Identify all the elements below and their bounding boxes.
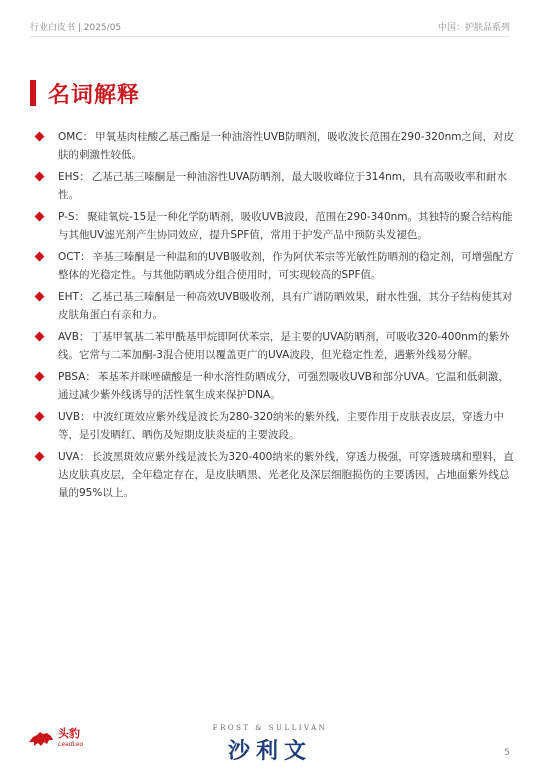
- page-number: 5: [504, 748, 510, 758]
- glossary-item-uvb: [36, 408, 516, 444]
- logo-name-cn: 头豹: [58, 727, 80, 740]
- term-key: PBSA：: [58, 371, 96, 383]
- partner-name-en: FROST & SULLIVAN: [212, 724, 328, 732]
- title-accent-bar: [30, 80, 36, 106]
- glossary-item-ehs: [36, 168, 516, 204]
- diamond-bullet-icon: [35, 132, 45, 142]
- diamond-bullet-icon: [35, 212, 45, 222]
- partner-name-cn: 沙利文: [227, 739, 312, 764]
- term-key: UVB：: [58, 411, 91, 423]
- header-right: 中国：护肤品系列: [437, 23, 510, 33]
- term-key: EHS：: [58, 171, 90, 183]
- term-text: 丁基甲氧基二苯甲酰基甲烷即阿伏苯宗，是主要的UVA防晒剂，可吸收320-400nm的紫外线。它常与二苯加酮-3混合使用以覆盖更广的UVA波段，但光稳定性差，遇紫外线易分解。: [58, 331, 510, 361]
- header-divider: [30, 36, 510, 37]
- term-text: 甲氧基肉桂酸乙基己酯是一种油溶性UVB防晒剂，吸收波长范围在290-320nm之间，对皮肤的刺激性较低。: [58, 131, 514, 161]
- diamond-bullet-icon: [35, 372, 45, 382]
- term-key: AVB：: [58, 331, 90, 343]
- glossary-item-pbsa: [36, 368, 516, 404]
- glossary-item-uva: [36, 448, 516, 502]
- glossary-list: [36, 128, 516, 506]
- page-title: 名词解释: [48, 82, 141, 108]
- term-text: 乙基己基三嗪酮是一种油溶性UVA防晒剂，最大吸收峰位于314nm，具有高吸收率和耐水性。: [58, 171, 508, 201]
- diamond-bullet-icon: [35, 172, 45, 182]
- term-text: 乙基己基三嗪酮是一种高效UVB吸收剂，具有广谱防晒效果，耐水性强，其分子结构使其对皮肤角蛋白有亲和力。: [58, 291, 513, 321]
- glossary-item-omc: [36, 128, 516, 164]
- glossary-item-oct: [36, 248, 516, 284]
- term-key: UVA：: [58, 451, 90, 463]
- diamond-bullet-icon: [35, 452, 45, 462]
- diamond-bullet-icon: [35, 332, 45, 342]
- partner-logo: [0, 724, 540, 765]
- logo-name-en: LeadLeo: [58, 741, 84, 748]
- diamond-bullet-icon: [35, 292, 45, 302]
- glossary-item-ps: [36, 208, 516, 244]
- term-key: OMC：: [58, 131, 94, 143]
- diamond-bullet-icon: [35, 412, 45, 422]
- glossary-item-eht: [36, 288, 516, 324]
- term-text: 中波红斑效应紫外线是波长为280-320纳米的紫外线，主要作用于皮肤表皮层，穿透力中等，是引发晒红、晒伤及短期皮肤炎症的主要波段。: [58, 411, 504, 441]
- term-text: 聚硅氧烷-15是一种化学防晒剂，吸收UVB波段，范围在290-340nm。其独特的聚合结构能与其他UV滤光剂产生协同效应，提升SPF值，常用于护发产品中预防头发褪色。: [58, 211, 513, 241]
- header-left: 行业白皮书 | 2025/05: [30, 23, 122, 33]
- term-key: OCT：: [58, 251, 91, 263]
- term-text: 苯基苯并咪唑磺酸是一种水溶性防晒成分，可强烈吸收UVB和部分UVA。它温和低刺激，通过减少紫外线诱导的活性氧生成来保护DNA。: [58, 371, 509, 401]
- term-key: EHT：: [58, 291, 90, 303]
- diamond-bullet-icon: [35, 252, 45, 262]
- section-title-block: [30, 78, 140, 108]
- term-text: 辛基三嗪酮是一种温和的UVB吸收剂，作为阿伏苯宗等光敏性防晒剂的稳定剂，可增强配方整体的光稳定性。与其他防晒成分组合使用时，可实现较高的SPF值。: [58, 251, 514, 281]
- term-text: 长波黑斑效应紫外线是波长为320-400纳米的紫外线，穿透力极强，可穿透玻璃和塑料，直达皮肤真皮层，全年稳定存在，是皮肤晒黑、光老化及深层细胞损伤的主要诱因，占地面紫外线总量的95%以上。: [58, 451, 514, 499]
- term-key: P-S：: [58, 211, 86, 223]
- glossary-item-avb: [36, 328, 516, 364]
